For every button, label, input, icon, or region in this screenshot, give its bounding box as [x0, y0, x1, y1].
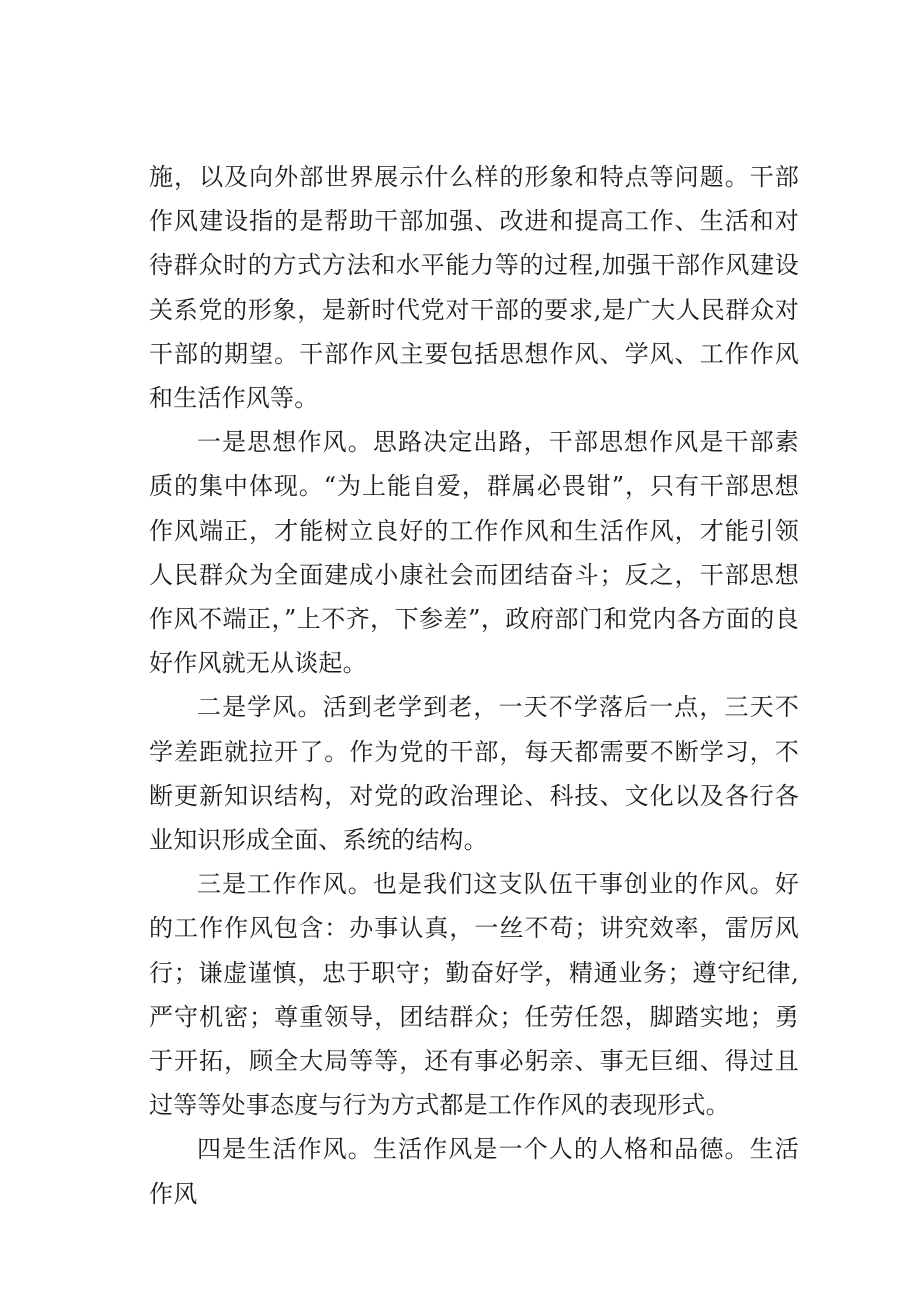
paragraph-life-style: 四是生活作风。生活作风是一个人的人格和品德。生活作风: [149, 1135, 799, 1208]
paragraph-work-style: 三是工作作风。也是我们这支队伍干事创业的作风。好的工作作风包含：办事认真，一丝不苟；讲究效率，雷厉风行；谦虚谨慎，忠于职守；勤奋好学，精通业务；遵守纪律,严守机密；尊重领导，团结群众；任劳任怨，脚踏实地；勇于开拓，顾全大局等等，还有事必躬亲、事无巨细、得过且过等等处事态度与行为方式都是工作作风的表现形式。: [149, 870, 799, 1120]
document-body: [149, 155, 799, 1216]
paragraph-continuation: 施，以及向外部世界展示什么样的形象和特点等问题。干部作风建设指的是帮助干部加强、改进和提高工作、生活和对待群众时的方式方法和水平能力等的过程,加强干部作风建设关系党的形象，是新时代党对干部的要求,是广大人民群众对干部的期望。干部作风主要包括思想作风、学风、工作作风和生活作风等。: [149, 163, 799, 413]
paragraph-study-style: 二是学风。活到老学到老，一天不学落后一点，三天不学差距就拉开了。作为党的干部，每天都需要不断学习，不断更新知识结构，对党的政治理论、科技、文化以及各行各业知识形成全面、系统的结构。: [149, 693, 799, 855]
paragraph-ideology-style: 一是思想作风。思路决定出路，干部思想作风是干部素质的集中体现。“为上能自爱，群属必畏钳”，只有干部思想作风端正，才能树立良好的工作作风和生活作风，才能引领人民群众为全面建成小康社会而团结奋斗；反之，干部思想作风不端正，”上不齐，下参差”，政府部门和党内各方面的良好作风就无从谈起。: [149, 428, 799, 678]
